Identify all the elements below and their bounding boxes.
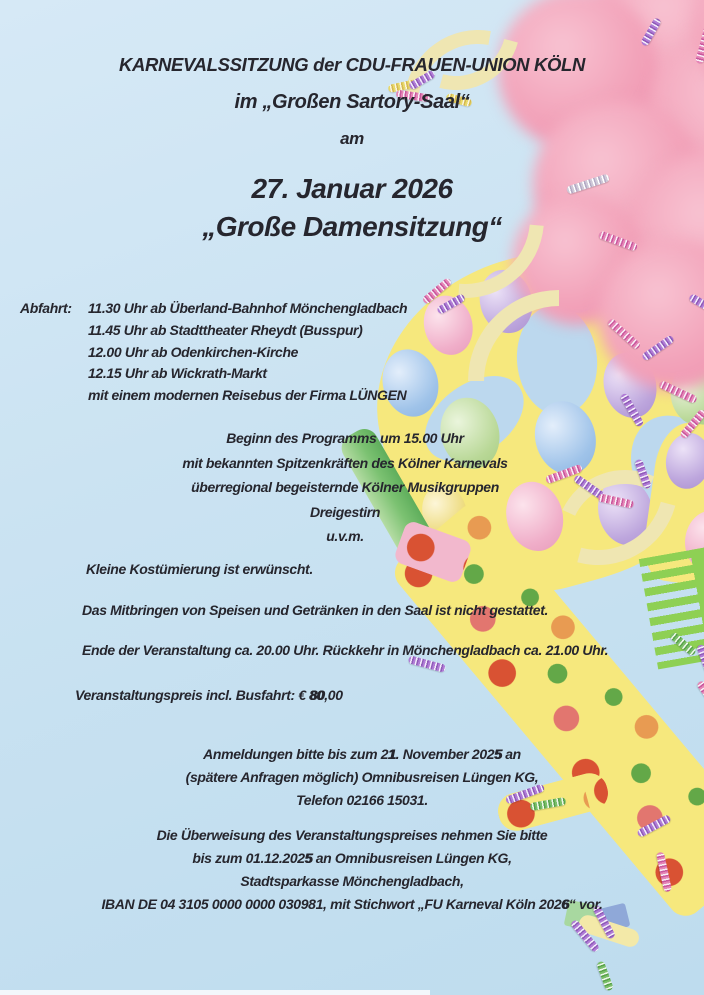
price-label: Veranstaltungspreis incl. Busfahrt: € [75, 687, 310, 703]
program-line: mit bekannten Spitzenkräften des Kölner Karnevals [182, 454, 508, 471]
program-line: überregional begeisternde Kölner Musikgruppen [191, 479, 499, 496]
price-line [75, 687, 343, 703]
flyer-header-line2: im „Großen Sartory-Saal“ [234, 91, 470, 113]
note-costume: Kleine Kostümierung ist erwünscht. [86, 561, 313, 577]
program-line: u.v.m. [326, 528, 364, 545]
payment-section [0, 824, 704, 916]
payment-bank-line: Stadtsparkasse Mönchengladbach, [240, 873, 464, 889]
corrected-digit: 1 [388, 746, 396, 762]
event-name-title: „Große Damensitzung“ [202, 211, 502, 242]
registration-text: an [501, 746, 521, 762]
departure-stop: 11.45 Uhr ab Stadttheater Rheydt (Busspur) [88, 321, 363, 338]
departure-list [88, 298, 407, 407]
corrected-digit: 6 [561, 896, 569, 912]
price-amount: 80 [309, 687, 325, 703]
flyer-header-line3: am [340, 129, 364, 148]
program-line: Beginn des Programms um 15.00 Uhr [226, 430, 464, 446]
note-end-time: Ende der Veranstaltung ca. 20.00 Uhr. Rückkehr in Mönchengladbach ca. 21.00 Uhr. [82, 642, 609, 658]
confetti-tube [696, 680, 704, 712]
payment-text: an Omnibusreisen Lüngen KG, [312, 850, 512, 866]
payment-intro-line: Die Überweisung des Veranstaltungspreises nehmen Sie bitte [156, 827, 548, 843]
payment-text: bis zum 01.12.202 [192, 850, 305, 866]
payment-text: “ vor. [568, 896, 603, 912]
departure-section [20, 298, 407, 407]
registration-deadline-line [10, 743, 704, 766]
departure-stop: 12.00 Uhr ab Odenkirchen-Kirche [88, 343, 299, 360]
scan-edge-strip [0, 990, 430, 995]
registration-phone-line: Telefon 02166 15031. [296, 792, 428, 808]
note-food: Das Mitbringen von Speisen und Getränken in den Saal ist nicht gestattet. [82, 602, 549, 618]
corrected-digit: 5 [304, 850, 313, 866]
departure-stop: 12.15 Uhr ab Wickrath-Markt [88, 365, 267, 382]
registration-contact-line: (spätere Anfragen möglich) Omnibusreisen Lüngen KG, [185, 769, 539, 785]
payment-deadline-line [0, 847, 704, 870]
corrected-digit: 5 [494, 746, 502, 762]
program-section [0, 426, 690, 549]
departure-bus-note: mit einem modernen Reisebus der Firma LÜNGEN [88, 387, 407, 404]
payment-text: IBAN DE 04 3105 0000 0000 030981, mit Stichwort „FU Karneval Köln 202 [101, 896, 562, 912]
payment-iban-line [0, 893, 704, 916]
departure-stop: 11.30 Uhr ab Überland-Bahnhof Mönchengladbach [88, 300, 408, 316]
price-amount-decimals: ,00 [324, 687, 343, 703]
confetti-tube [596, 961, 614, 992]
departure-label: Abfahrt: [20, 300, 72, 316]
program-line: Dreigestirn [309, 503, 381, 520]
registration-text: . November 202 [395, 746, 495, 762]
event-date-title: 27. Januar 2026 [251, 173, 453, 204]
registration-section [10, 743, 704, 812]
flyer-header-line1: KARNEVALSSITZUNG der CDU-FRAUEN-UNION KÖLN [119, 54, 585, 75]
registration-text: Anmeldungen bitte bis zum 2 [203, 746, 389, 762]
